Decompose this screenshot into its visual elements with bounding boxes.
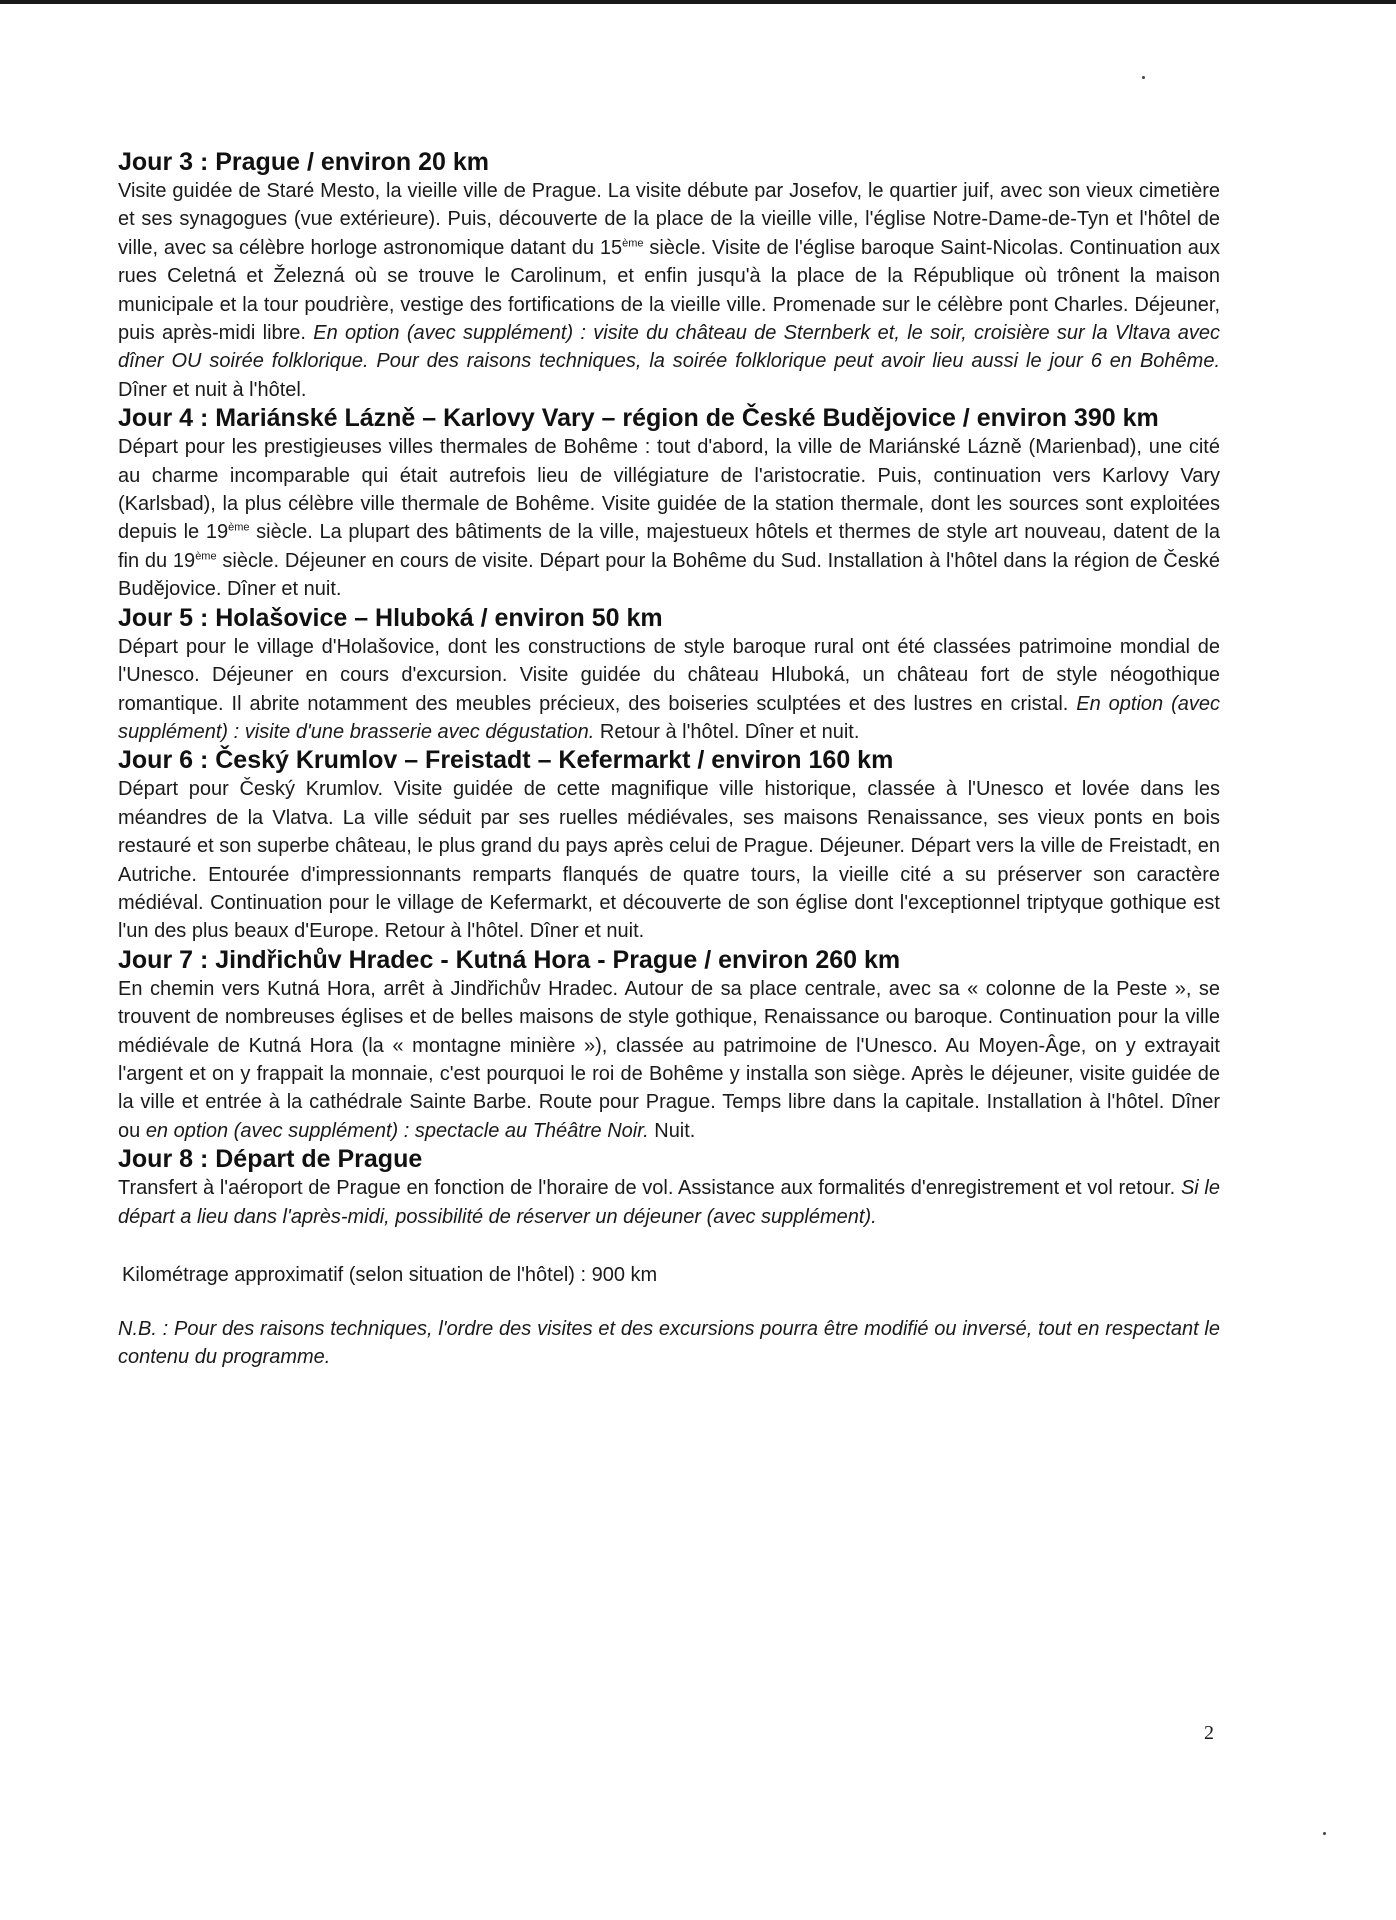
day-description <box>118 775 1220 945</box>
description-text: Transfert à l'aéroport de Prague en fonction de l'horaire de vol. Assistance aux formalités d'enregistrement et vol retour. <box>118 1177 1181 1200</box>
itinerary-days <box>118 148 1220 1231</box>
day-title: Jour 8 : Départ de Prague <box>118 1145 423 1174</box>
day-title: Jour 4 : Mariánské Lázně – Karlovy Vary – région de České Budějovice / environ 390 km <box>118 404 1159 433</box>
optional-activity-text: En option (avec supplément) : visite d'une brasserie avec dégustation. <box>118 692 1220 743</box>
day-section <box>118 746 1220 945</box>
page-number: 2 <box>1204 1722 1214 1744</box>
description-text: Départ pour les prestigieuses villes thermales de Bohême : tout d'abord, la ville de Mariánské Lázně (Marienbad), une cité au charme incomparable qui était autrefois lieu de villégiature de l'aristocratie. Puis, continuation vers Karlovy Vary (Karlsbad), la plus célèbre ville thermale de Bohême. Visite guidée de la station thermale, dont les sources sont exploitées depuis le 19 <box>118 436 1220 544</box>
day-description <box>118 975 1220 1145</box>
scan-top-edge <box>0 0 1396 4</box>
description-text: siècle. La plupart des bâtiments de la ville, majestueux hôtels et thermes de style art nouveau, datent de la fin du 19 <box>118 521 1220 572</box>
description-text: siècle. Visite de l'église baroque Saint-Nicolas. Continuation aux rues Celetná et Železná où se trouve le Carolinum, et enfin jusqu'à la place de la République où trônent la maison municipale et la tour poudrière, vestige des fortifications de la vieille ville. Promenade sur le célèbre pont Charles. Déjeuner, puis après-midi libre. <box>118 236 1220 345</box>
optional-activity-text: Si le départ a lieu dans l'après-midi, possibilité de réserver un déjeuner (avec supplément). <box>118 1177 1220 1228</box>
day-description <box>118 1174 1220 1231</box>
description-text: Nuit. <box>648 1119 696 1142</box>
day-title: Jour 3 : Prague / environ 20 km <box>118 148 489 176</box>
optional-activity-text: en option (avec supplément) : spectacle au Théâtre Noir. <box>145 1119 649 1142</box>
day-section <box>118 404 1220 603</box>
scan-speck <box>1323 1832 1326 1835</box>
day-section <box>118 148 1220 404</box>
day-description <box>118 633 1220 747</box>
description-text: Dîner et nuit à l'hôtel. <box>118 378 307 401</box>
day-description <box>118 177 1220 404</box>
description-text: Retour à l'hôtel. Dîner et nuit. <box>594 720 860 743</box>
optional-activity-text: En option (avec supplément) : visite du château de Sternberk et, le soir, croisière sur la Vltava avec dîner OU soirée folklorique. Pour des raisons techniques, la soirée folklorique peut avoir lieu aussi le jour 6 en Bohême. <box>118 322 1220 373</box>
scan-speck <box>1142 76 1145 79</box>
ordinal-superscript: ème <box>195 550 217 563</box>
description-text: Départ pour Český Krumlov. Visite guidée de cette magnifique ville historique, classée à l'Unesco et lovée dans les méandres de la Vlatva. La ville séduit par ses ruelles médiévales, ses maisons Renaissance, ses vieux ponts en bois restauré et son superbe château, le plus grand du pays après celui de Prague. Déjeuner. Départ vers la ville de Freistadt, en Autriche. Entourée d'impressionnants remparts flanqués de quatre tours, la vieille cité a su préserver son caractère médiéval. Continuation pour le village de Kefermarkt, et découverte de son église dont l'exceptionnel triptyque gothique est l'un des plus beaux d'Europe. Retour à l'hôtel. Dîner et nuit. <box>118 778 1220 943</box>
nb-note: N.B. : Pour des raisons techniques, l'ordre des visites et des excursions pourra être modifié ou inversé, tout en respectant le contenu du programme. <box>118 1318 1220 1369</box>
ordinal-superscript: ème <box>622 237 644 250</box>
itinerary-content <box>118 148 1220 1372</box>
day-section <box>118 946 1220 1145</box>
day-section <box>118 604 1220 747</box>
ordinal-superscript: ème <box>228 521 250 534</box>
day-section <box>118 1145 1220 1231</box>
day-title: Jour 5 : Holašovice – Hluboká / environ 50 km <box>118 603 663 632</box>
description-text: En chemin vers Kutná Hora, arrêt à Jindřichův Hradec. Autour de sa place centrale, avec sa « colonne de la Peste », se trouvent de nombreuses églises et de belles maisons de style gothique, Renaissance ou baroque. Continuation pour la ville médiévale de Kutná Hora (la « montagne minière »), classée au patrimoine de l'Unesco. Au Moyen-Âge, on y extrayait l'argent et on y frappait la monnaie, c'est pourquoi le roi de Bohême y installa son siège. Après le déjeuner, visite guidée de la ville et entrée à la cathédrale Sainte Barbe. Route pour Prague. Temps libre dans la capitale. Installation à l'hôtel. Dîner ou <box>118 977 1220 1142</box>
day-description <box>118 433 1220 603</box>
description-text: siècle. Déjeuner en cours de visite. Départ pour la Bohême du Sud. Installation à l'hôtel dans la région de České Budějovice. Dîner et nuit. <box>118 549 1220 601</box>
description-text: Départ pour le village d'Holašovice, dont les constructions de style baroque rural ont été classées patrimoine mondial de l'Unesco. Déjeuner en cours d'excursion. Visite guidée du château Hluboká, un château fort de style néogothique romantique. Il abrite notamment des meubles précieux, des boiseries sculptées et des lustres en cristal. <box>118 635 1220 715</box>
approximate-mileage: Kilométrage approximatif (selon situation de l'hôtel) : 900 km <box>122 1264 658 1286</box>
day-title: Jour 6 : Český Krumlov – Freistadt – Kefermarkt / environ 160 km <box>118 746 894 775</box>
day-title: Jour 7 : Jindřichův Hradec - Kutná Hora - Prague / environ 260 km <box>118 945 901 974</box>
description-text: Visite guidée de Staré Mesto, la vieille ville de Prague. La visite débute par Josefov, le quartier juif, avec son vieux cimetière et ses synagogues (vue extérieure). Puis, découverte de la place de la vieille ville, l'église Notre-Dame-de-Tyn et l'hôtel de ville, avec sa célèbre horloge astronomique datant du 15 <box>118 180 1220 259</box>
